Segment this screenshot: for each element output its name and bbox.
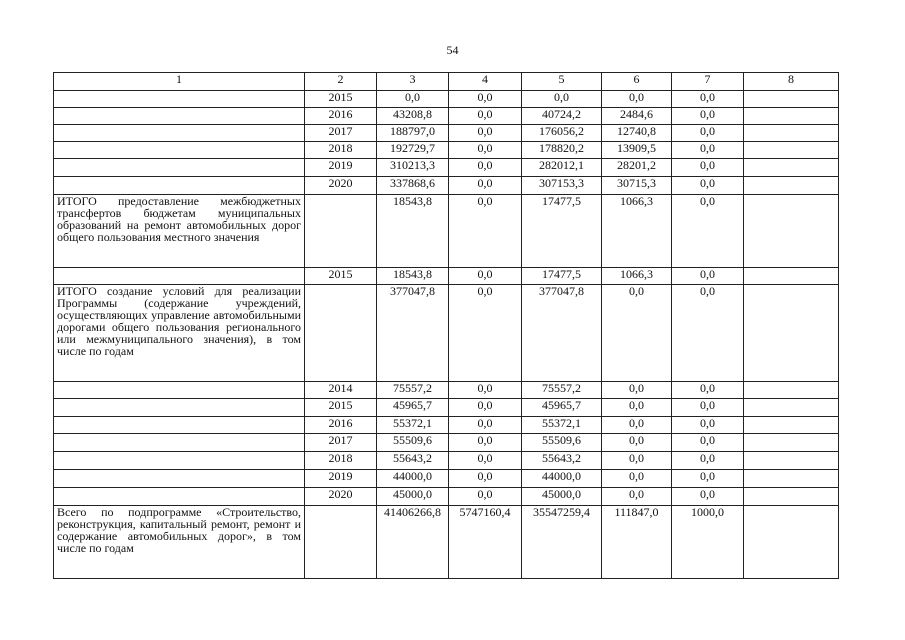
value-cell: 0,0 <box>672 399 744 417</box>
value-cell: 55372,1 <box>522 417 602 434</box>
row-year <box>305 285 377 382</box>
value-cell: 0,0 <box>449 382 522 399</box>
value-cell: 0,0 <box>449 488 522 506</box>
value-cell: 0,0 <box>449 91 522 108</box>
budget-table <box>53 72 839 579</box>
row-year: 2019 <box>305 159 377 177</box>
row-label <box>54 452 305 470</box>
value-cell: 0,0 <box>377 91 449 108</box>
row-year: 2018 <box>305 452 377 470</box>
row-year: 2018 <box>305 142 377 159</box>
row-label <box>54 159 305 177</box>
value-cell <box>744 108 839 125</box>
row-label <box>54 434 305 452</box>
value-cell: 41406266,8 <box>377 506 449 579</box>
value-cell: 18543,8 <box>377 268 449 285</box>
value-cell: 0,0 <box>602 91 672 108</box>
value-cell: 44000,0 <box>377 470 449 488</box>
value-cell: 35547259,4 <box>522 506 602 579</box>
row-label: ИТОГО предоставление межбюджетных трансфертов бюджетам муниципальных образований на ремонт автомобильных дорог общего пользования местного значения <box>54 195 305 268</box>
row-year: 2019 <box>305 470 377 488</box>
row-year: 2020 <box>305 177 377 195</box>
page-number: 54 <box>446 43 459 57</box>
table-row-subprogram-total <box>54 506 839 579</box>
row-label <box>54 399 305 417</box>
value-cell: 282012,1 <box>522 159 602 177</box>
value-cell: 111847,0 <box>602 506 672 579</box>
value-cell: 45000,0 <box>377 488 449 506</box>
value-cell: 0,0 <box>449 399 522 417</box>
table-row <box>54 91 839 108</box>
value-cell: 0,0 <box>449 159 522 177</box>
value-cell: 178820,2 <box>522 142 602 159</box>
value-cell: 0,0 <box>449 142 522 159</box>
value-cell: 45000,0 <box>522 488 602 506</box>
value-cell <box>744 268 839 285</box>
value-cell <box>744 434 839 452</box>
header-cell: 5 <box>522 73 602 91</box>
value-cell: 17477,5 <box>522 268 602 285</box>
row-label <box>54 268 305 285</box>
table-row <box>54 488 839 506</box>
value-cell: 0,0 <box>449 285 522 382</box>
value-cell: 75557,2 <box>377 382 449 399</box>
row-year: 2015 <box>305 268 377 285</box>
table-header-row <box>54 73 839 91</box>
row-label <box>54 125 305 142</box>
value-cell: 55643,2 <box>522 452 602 470</box>
value-cell: 0,0 <box>602 452 672 470</box>
value-cell: 0,0 <box>449 108 522 125</box>
value-cell <box>744 195 839 268</box>
row-label: ИТОГО создание условий для реализации Программы (содержание учреждений, осуществляющих управление автомобильными дорогами общего пользования регионального или межмуниципального значения), в том числе по годам <box>54 285 305 382</box>
value-cell: 0,0 <box>522 91 602 108</box>
value-cell: 0,0 <box>672 417 744 434</box>
header-cell: 3 <box>377 73 449 91</box>
table-row-total-program <box>54 285 839 382</box>
value-cell: 55643,2 <box>377 452 449 470</box>
row-label <box>54 470 305 488</box>
value-cell: 75557,2 <box>522 382 602 399</box>
table-row <box>54 142 839 159</box>
value-cell: 192729,7 <box>377 142 449 159</box>
value-cell: 0,0 <box>449 177 522 195</box>
row-year: 2017 <box>305 434 377 452</box>
value-cell: 30715,3 <box>602 177 672 195</box>
value-cell <box>744 506 839 579</box>
value-cell: 0,0 <box>672 470 744 488</box>
value-cell: 0,0 <box>672 488 744 506</box>
value-cell <box>744 382 839 399</box>
value-cell <box>744 177 839 195</box>
row-label <box>54 417 305 434</box>
value-cell: 0,0 <box>672 285 744 382</box>
value-cell: 0,0 <box>602 285 672 382</box>
value-cell <box>744 285 839 382</box>
table-row <box>54 108 839 125</box>
value-cell: 55509,6 <box>377 434 449 452</box>
header-cell: 7 <box>672 73 744 91</box>
value-cell: 0,0 <box>602 470 672 488</box>
value-cell: 0,0 <box>672 125 744 142</box>
row-year: 2016 <box>305 108 377 125</box>
value-cell <box>744 399 839 417</box>
table-row <box>54 177 839 195</box>
row-label <box>54 382 305 399</box>
value-cell: 0,0 <box>449 125 522 142</box>
value-cell: 28201,2 <box>602 159 672 177</box>
value-cell: 44000,0 <box>522 470 602 488</box>
value-cell <box>744 417 839 434</box>
value-cell: 0,0 <box>672 159 744 177</box>
value-cell: 0,0 <box>449 417 522 434</box>
value-cell: 40724,2 <box>522 108 602 125</box>
value-cell: 0,0 <box>672 177 744 195</box>
value-cell: 1066,3 <box>602 268 672 285</box>
value-cell: 176056,2 <box>522 125 602 142</box>
row-year: 2016 <box>305 417 377 434</box>
value-cell: 2484,6 <box>602 108 672 125</box>
value-cell: 0,0 <box>672 434 744 452</box>
value-cell: 377047,8 <box>522 285 602 382</box>
row-label <box>54 91 305 108</box>
value-cell: 310213,3 <box>377 159 449 177</box>
row-label <box>54 142 305 159</box>
value-cell: 0,0 <box>602 382 672 399</box>
value-cell: 17477,5 <box>522 195 602 268</box>
value-cell: 5747160,4 <box>449 506 522 579</box>
value-cell: 0,0 <box>602 399 672 417</box>
value-cell: 0,0 <box>449 195 522 268</box>
row-year: 2017 <box>305 125 377 142</box>
row-year: 2015 <box>305 399 377 417</box>
table-row <box>54 452 839 470</box>
row-year: 2014 <box>305 382 377 399</box>
value-cell: 0,0 <box>449 452 522 470</box>
value-cell: 0,0 <box>602 417 672 434</box>
value-cell <box>744 488 839 506</box>
value-cell <box>744 142 839 159</box>
value-cell: 12740,8 <box>602 125 672 142</box>
value-cell: 1066,3 <box>602 195 672 268</box>
value-cell: 0,0 <box>449 470 522 488</box>
header-cell: 1 <box>54 73 305 91</box>
table-row <box>54 125 839 142</box>
value-cell: 377047,8 <box>377 285 449 382</box>
row-label <box>54 108 305 125</box>
table-row <box>54 268 839 285</box>
value-cell: 0,0 <box>602 434 672 452</box>
value-cell: 0,0 <box>672 91 744 108</box>
row-label <box>54 488 305 506</box>
value-cell: 55509,6 <box>522 434 602 452</box>
row-label <box>54 177 305 195</box>
row-year <box>305 195 377 268</box>
value-cell: 45965,7 <box>377 399 449 417</box>
row-year: 2015 <box>305 91 377 108</box>
value-cell: 45965,7 <box>522 399 602 417</box>
value-cell: 0,0 <box>672 452 744 470</box>
table-row <box>54 159 839 177</box>
value-cell <box>744 470 839 488</box>
value-cell: 43208,8 <box>377 108 449 125</box>
row-year: 2020 <box>305 488 377 506</box>
header-cell: 4 <box>449 73 522 91</box>
table-row <box>54 417 839 434</box>
value-cell: 1000,0 <box>672 506 744 579</box>
table-row <box>54 399 839 417</box>
value-cell: 0,0 <box>449 268 522 285</box>
value-cell <box>744 159 839 177</box>
row-label: Всего по подпрограмме «Строительство, реконструкция, капитальный ремонт, ремонт и содержание автомобильных дорог», в том числе по годам <box>54 506 305 579</box>
header-cell: 8 <box>744 73 839 91</box>
value-cell: 0,0 <box>672 268 744 285</box>
value-cell: 13909,5 <box>602 142 672 159</box>
value-cell: 0,0 <box>602 488 672 506</box>
value-cell: 0,0 <box>672 142 744 159</box>
value-cell <box>744 91 839 108</box>
value-cell: 18543,8 <box>377 195 449 268</box>
value-cell <box>744 125 839 142</box>
value-cell: 0,0 <box>672 195 744 268</box>
value-cell: 188797,0 <box>377 125 449 142</box>
table-row <box>54 434 839 452</box>
row-year <box>305 506 377 579</box>
value-cell: 0,0 <box>672 108 744 125</box>
header-cell: 6 <box>602 73 672 91</box>
table-row <box>54 382 839 399</box>
value-cell <box>744 452 839 470</box>
table-row <box>54 470 839 488</box>
value-cell: 0,0 <box>672 382 744 399</box>
value-cell: 55372,1 <box>377 417 449 434</box>
value-cell: 307153,3 <box>522 177 602 195</box>
header-cell: 2 <box>305 73 377 91</box>
value-cell: 337868,6 <box>377 177 449 195</box>
value-cell: 0,0 <box>449 434 522 452</box>
table-row-total-transfers <box>54 195 839 268</box>
